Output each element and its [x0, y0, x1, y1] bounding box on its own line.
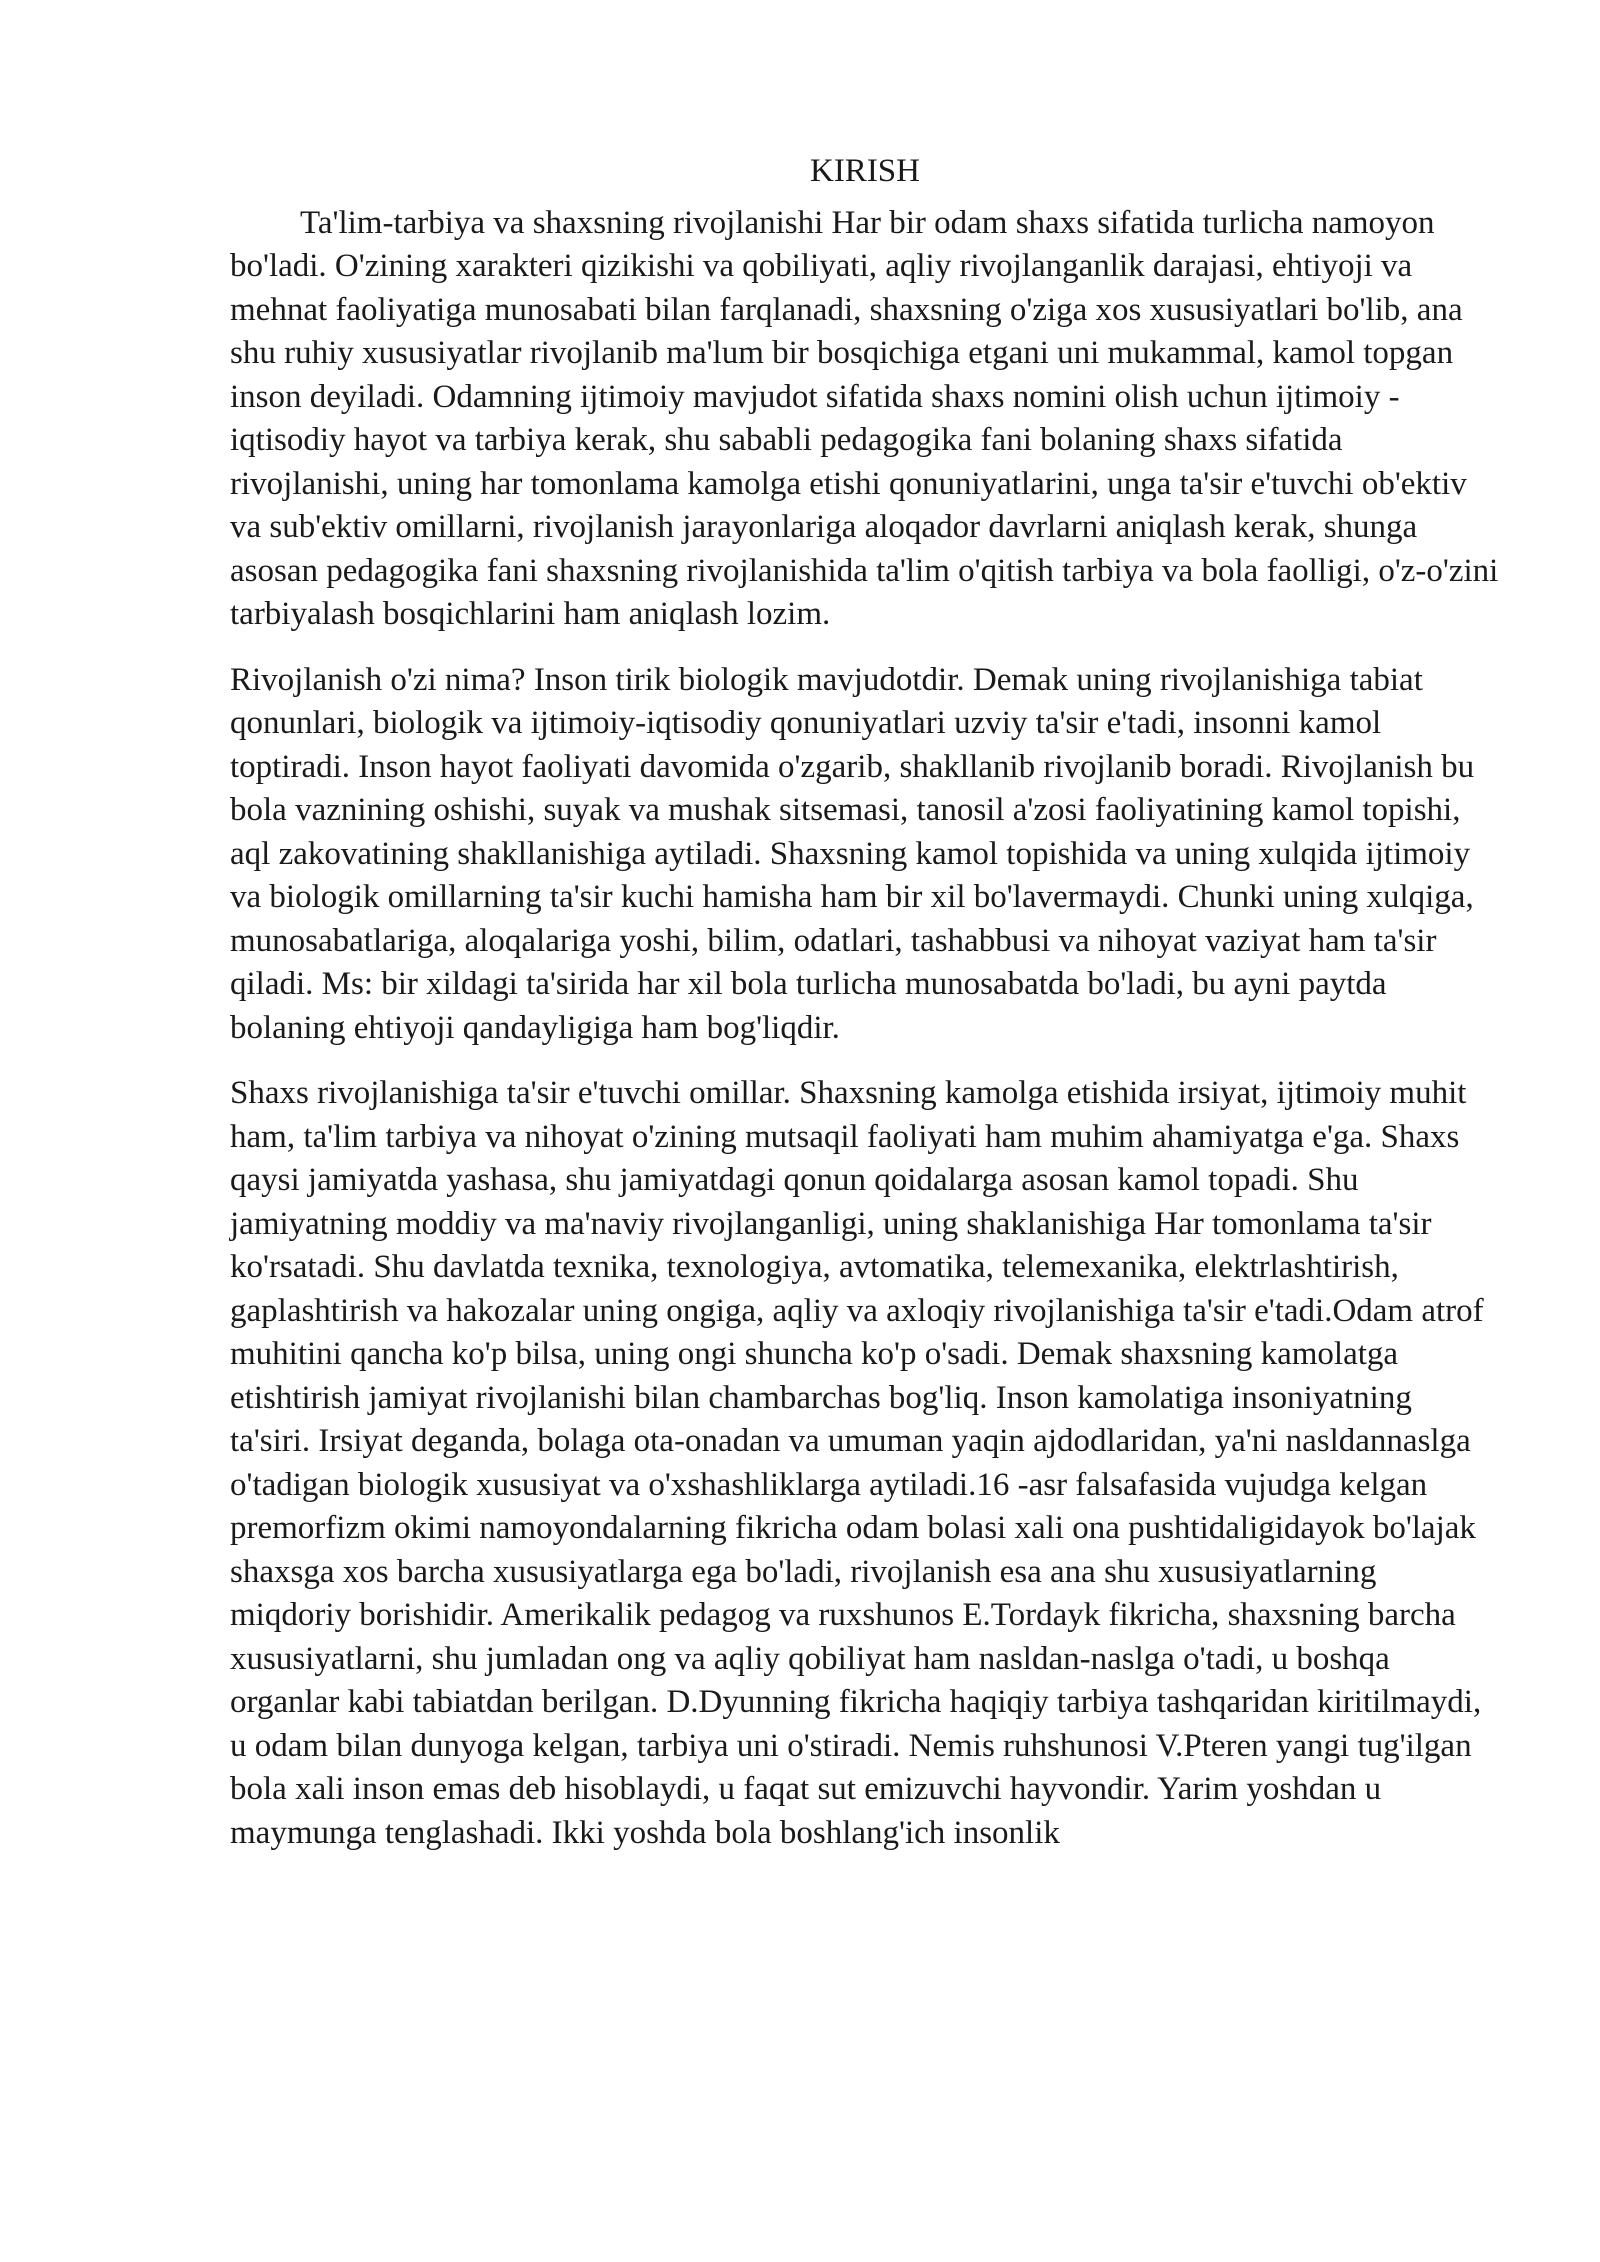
- paragraph-development: Rivojlanish o'zi nima? Inson tirik biologik mavjudotdir. Demak uning rivojlanishiga tabiat qonunlari, biologik va ijtimoiy-iqtisodiy qonuniyatlari uzviy ta'sir e'tadi, insonni kamol toptiradi. Inson hayot faoliyati davomida o'zgarib, shakllanib rivojlanib boradi. Rivojlanish bu bola vaznining oshishi, suyak va mushak sitsemasi, tanosil a'zosi faoliyatining kamol topishi, aql zakovatining shakllanishiga aytiladi. Shaxsning kamol topishida va uning xulqida ijtimoiy va biologik omillarning ta'sir kuchi hamisha ham bir xil bo'lavermaydi. Chunki uning xulqiga, munosabatlariga, aloqalariga yoshi, bilim, odatlari, tashabbusi va nihoyat vaziyat ham ta'sir qiladi. Ms: bir xildagi ta'sirida har xil bola turlicha munosabatda bo'ladi, bu ayni paytda bolaning ehtiyoji qandayligiga ham bog'liqdir.: [230, 661, 1475, 1046]
- paragraph-factors: Shaxs rivojlanishiga ta'sir e'tuvchi omillar. Shaxsning kamolga etishida irsiyat, ijtimoiy muhit ham, ta'lim tarbiya va nihoyat o'zining mutsaqil faoliyati ham muhim ahamiyatga e'ga. Shaxs qaysi jamiyatda yashasa, shu jamiyatdagi qonun qoidalarga asosan kamol topadi. Shu jamiyatning moddiy va ma'naviy rivojlanganligi, uning shaklanishiga Har tomonlama ta'sir ko'rsatadi. Shu davlatda texnika, texnologiya, avtomatika, telemexanika, elektrlashtirish, gaplashtirish va hakozalar uning ongiga, aqliy va axloqiy rivojlanishiga ta'sir e'tadi.Odam atrof muhitini qancha ko'p bilsa, uning ongi shuncha ko'p o'sadi. Demak shaxsning kamolatga etishtirish jamiyat rivojlanishi bilan chambarchas bog'liq. Inson kamolatiga insoniyatning ta'siri. Irsiyat deganda, bolaga ota-onadan va umuman yaqin ajdodlaridan, ya'ni nasldannaslga o'tadigan biologik xususiyat va o'xshashliklarga aytiladi.16 -asr falsafasida vujudga kelgan premorfizm okimi namoyondalarning fikricha odam bolasi xali ona pushtidaligidayok bo'lajak shaxsga xos barcha xususiyatlarga ega bo'ladi, rivojlanish esa ana shu xususiyatlarning miqdoriy borishidir. Amerikalik pedagog va ruxshunos E.Tordayk fikricha, shaxsning barcha xususiyatlarni, shu jumladan ong va aqliy qobiliyat ham nasldan-naslga o'tadi, u boshqa organlar kabi tabiatdan berilgan. D.Dyunning fikricha haqiqiy tarbiya tashqaridan kiritilmaydi, u odam bilan dunyoga kelgan, tarbiya uni o'stiradi. Nemis ruhshunosi V.Pteren yangi tug'ilgan bola xali inson emas deb hisoblaydi, u faqat sut emizuvchi hayvondir. Yarim yoshdan u maymunga tenglashadi. Ikki yoshda bola boshlang'ich insonlik: [230, 1075, 1484, 1851]
- document-title: KIRISH: [809, 153, 920, 189]
- document-body: [230, 150, 1500, 1877]
- paragraph-intro: Ta'lim-tarbiya va shaxsning rivojlanishi Har bir odam shaxs sifatida turlicha namoyon bo'ladi. O'zining xarakteri qizikishi va qobiliyati, aqliy rivojlanganlik darajasi, ehtiyoji va mehnat faoliyatiga munosabati bilan farqlanadi, shaxsning o'ziga xos xususiyatlari bo'lib, ana shu ruhiy xususiyatlar rivojlanib ma'lum bir bosqichiga etgani uni mukammal, kamol topgan inson deyiladi. Odamning ijtimoiy mavjudot sifatida shaxs nomini olish uchun ijtimoiy - iqtisodiy hayot va tarbiya kerak, shu sababli pedagogika fani bolaning shaxs sifatida rivojlanishi, uning har tomonlama kamolga etishi qonuniyatlarini, unga ta'sir e'tuvchi ob'ektiv va sub'ektiv omillarni, rivojlanish jarayonlariga aloqador davrlarni aniqlash kerak, shunga asosan pedagogika fani shaxsning rivojlanishida ta'lim o'qitish tarbiya va bola faolligi, o'z-o'zini tarbiyalash bosqichlarini ham aniqlash lozim.: [230, 204, 1499, 632]
